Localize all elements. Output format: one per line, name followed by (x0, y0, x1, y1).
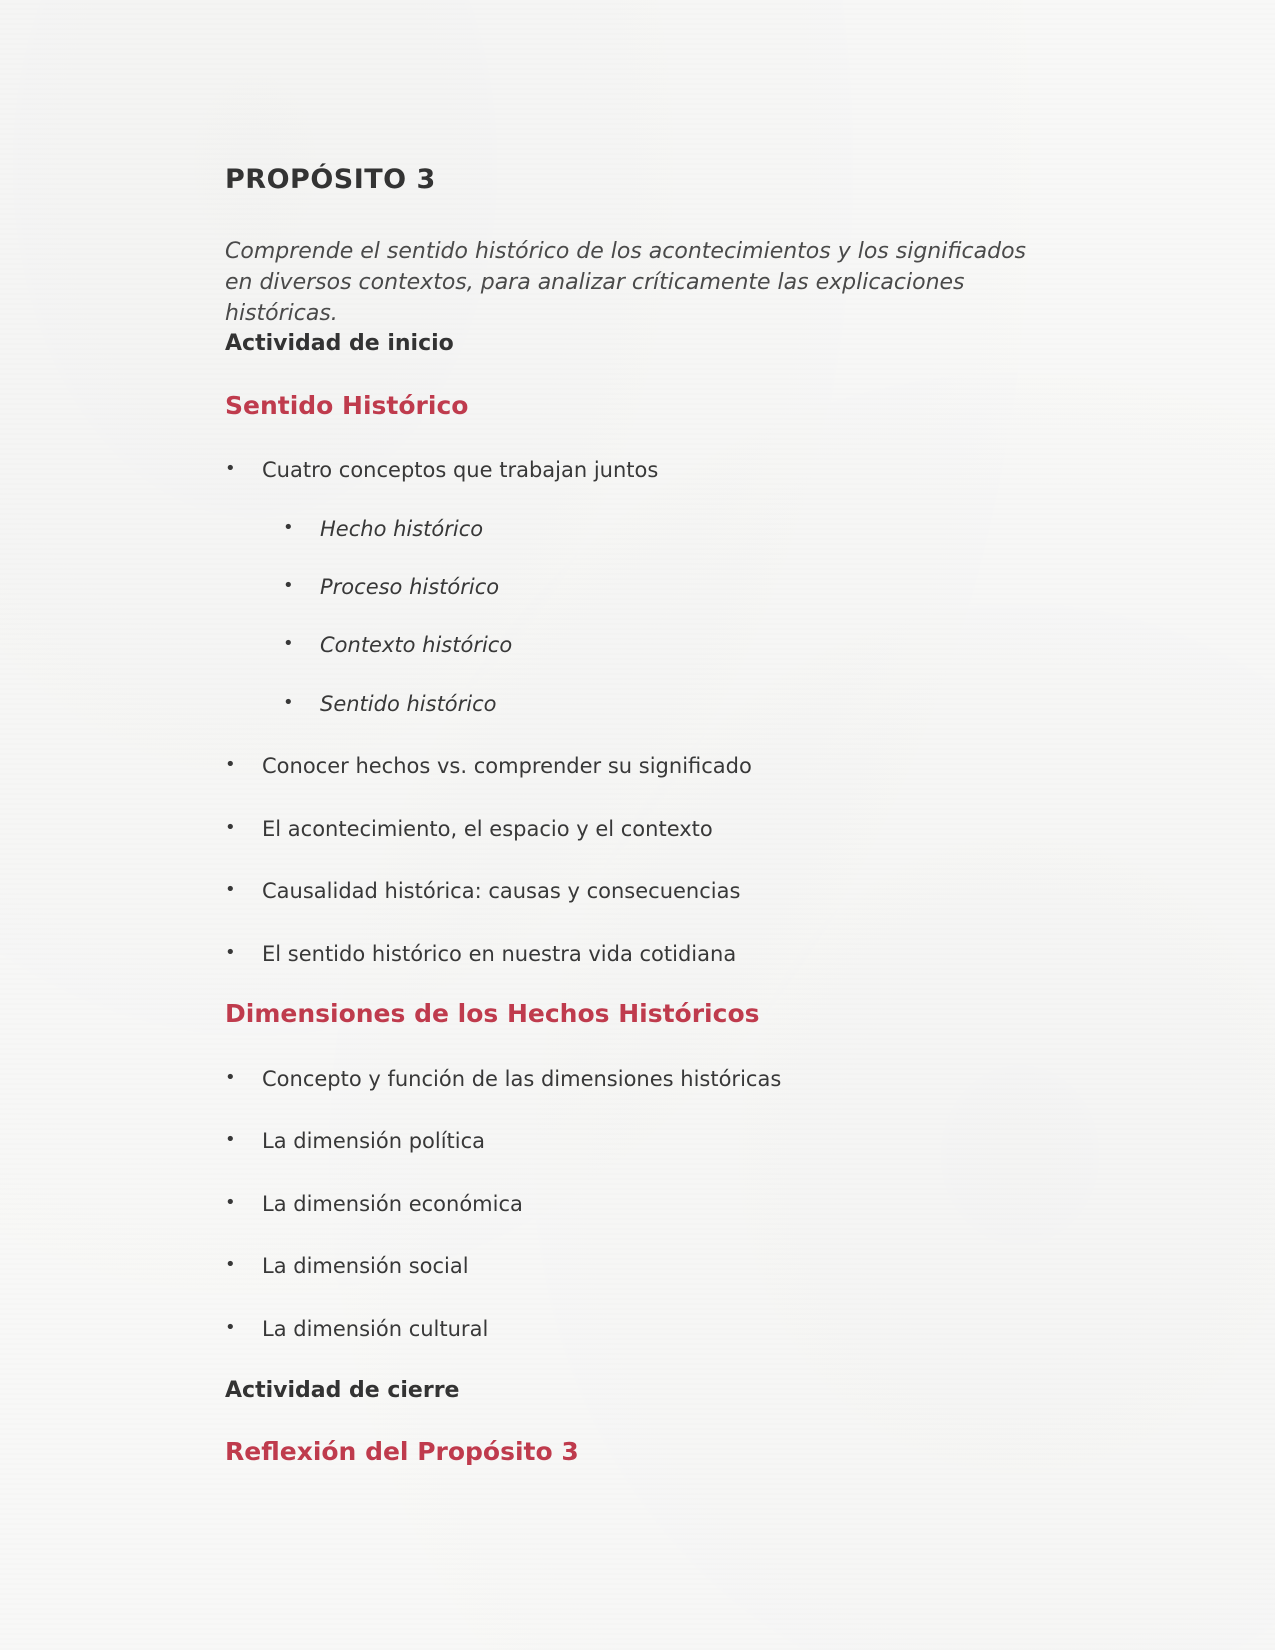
section-heading-sentido-historico: Sentido Histórico (225, 391, 469, 420)
page-title: PROPÓSITO 3 (225, 164, 436, 195)
sub-list-item-text: Hecho histórico (320, 517, 484, 541)
bullet: • (283, 692, 294, 713)
list-item-text: Conocer hechos vs. comprender su significado (262, 754, 752, 778)
closing-activity-label: Actividad de cierre (225, 1378, 460, 1403)
list-item-text: El sentido histórico en nuestra vida cotidiana (262, 942, 737, 966)
bullet: • (225, 1067, 236, 1088)
sub-list-item-text: Sentido histórico (320, 692, 497, 716)
list-item-text: Cuatro conceptos que trabajan juntos (262, 458, 659, 482)
bullet: • (225, 1254, 236, 1275)
bullet: • (225, 817, 236, 838)
bullet: • (283, 633, 294, 654)
sub-list-item-text: Proceso histórico (320, 575, 500, 599)
sub-list-item-text: Contexto histórico (320, 633, 513, 657)
bullet: • (225, 1129, 236, 1150)
bullet: • (225, 879, 236, 900)
section-heading-reflexion: Reflexión del Propósito 3 (225, 1437, 579, 1466)
list-item-text: Causalidad histórica: causas y consecuencias (262, 879, 741, 903)
list-item-text: La dimensión política (262, 1129, 486, 1153)
opening-activity-label: Actividad de inicio (225, 331, 454, 356)
bullet: • (283, 575, 294, 596)
bullet: • (225, 942, 236, 963)
list-item-text: La dimensión económica (262, 1192, 523, 1216)
list-item-text: La dimensión social (262, 1254, 469, 1278)
list-item-text: La dimensión cultural (262, 1317, 489, 1341)
section-heading-dimensiones: Dimensiones de los Hechos Históricos (225, 999, 760, 1028)
bullet: • (225, 458, 236, 479)
list-item-text: El acontecimiento, el espacio y el contexto (262, 817, 713, 841)
bullet: • (283, 517, 294, 538)
purpose-description: Comprende el sentido histórico de los acontecimientos y los significados en diversos contextos, para analizar críticamente las explicaciones históricas. (225, 239, 1027, 326)
bullet: • (225, 754, 236, 775)
list-item-text: Concepto y función de las dimensiones históricas (262, 1067, 782, 1091)
bullet: • (225, 1192, 236, 1213)
bullet: • (225, 1317, 236, 1338)
